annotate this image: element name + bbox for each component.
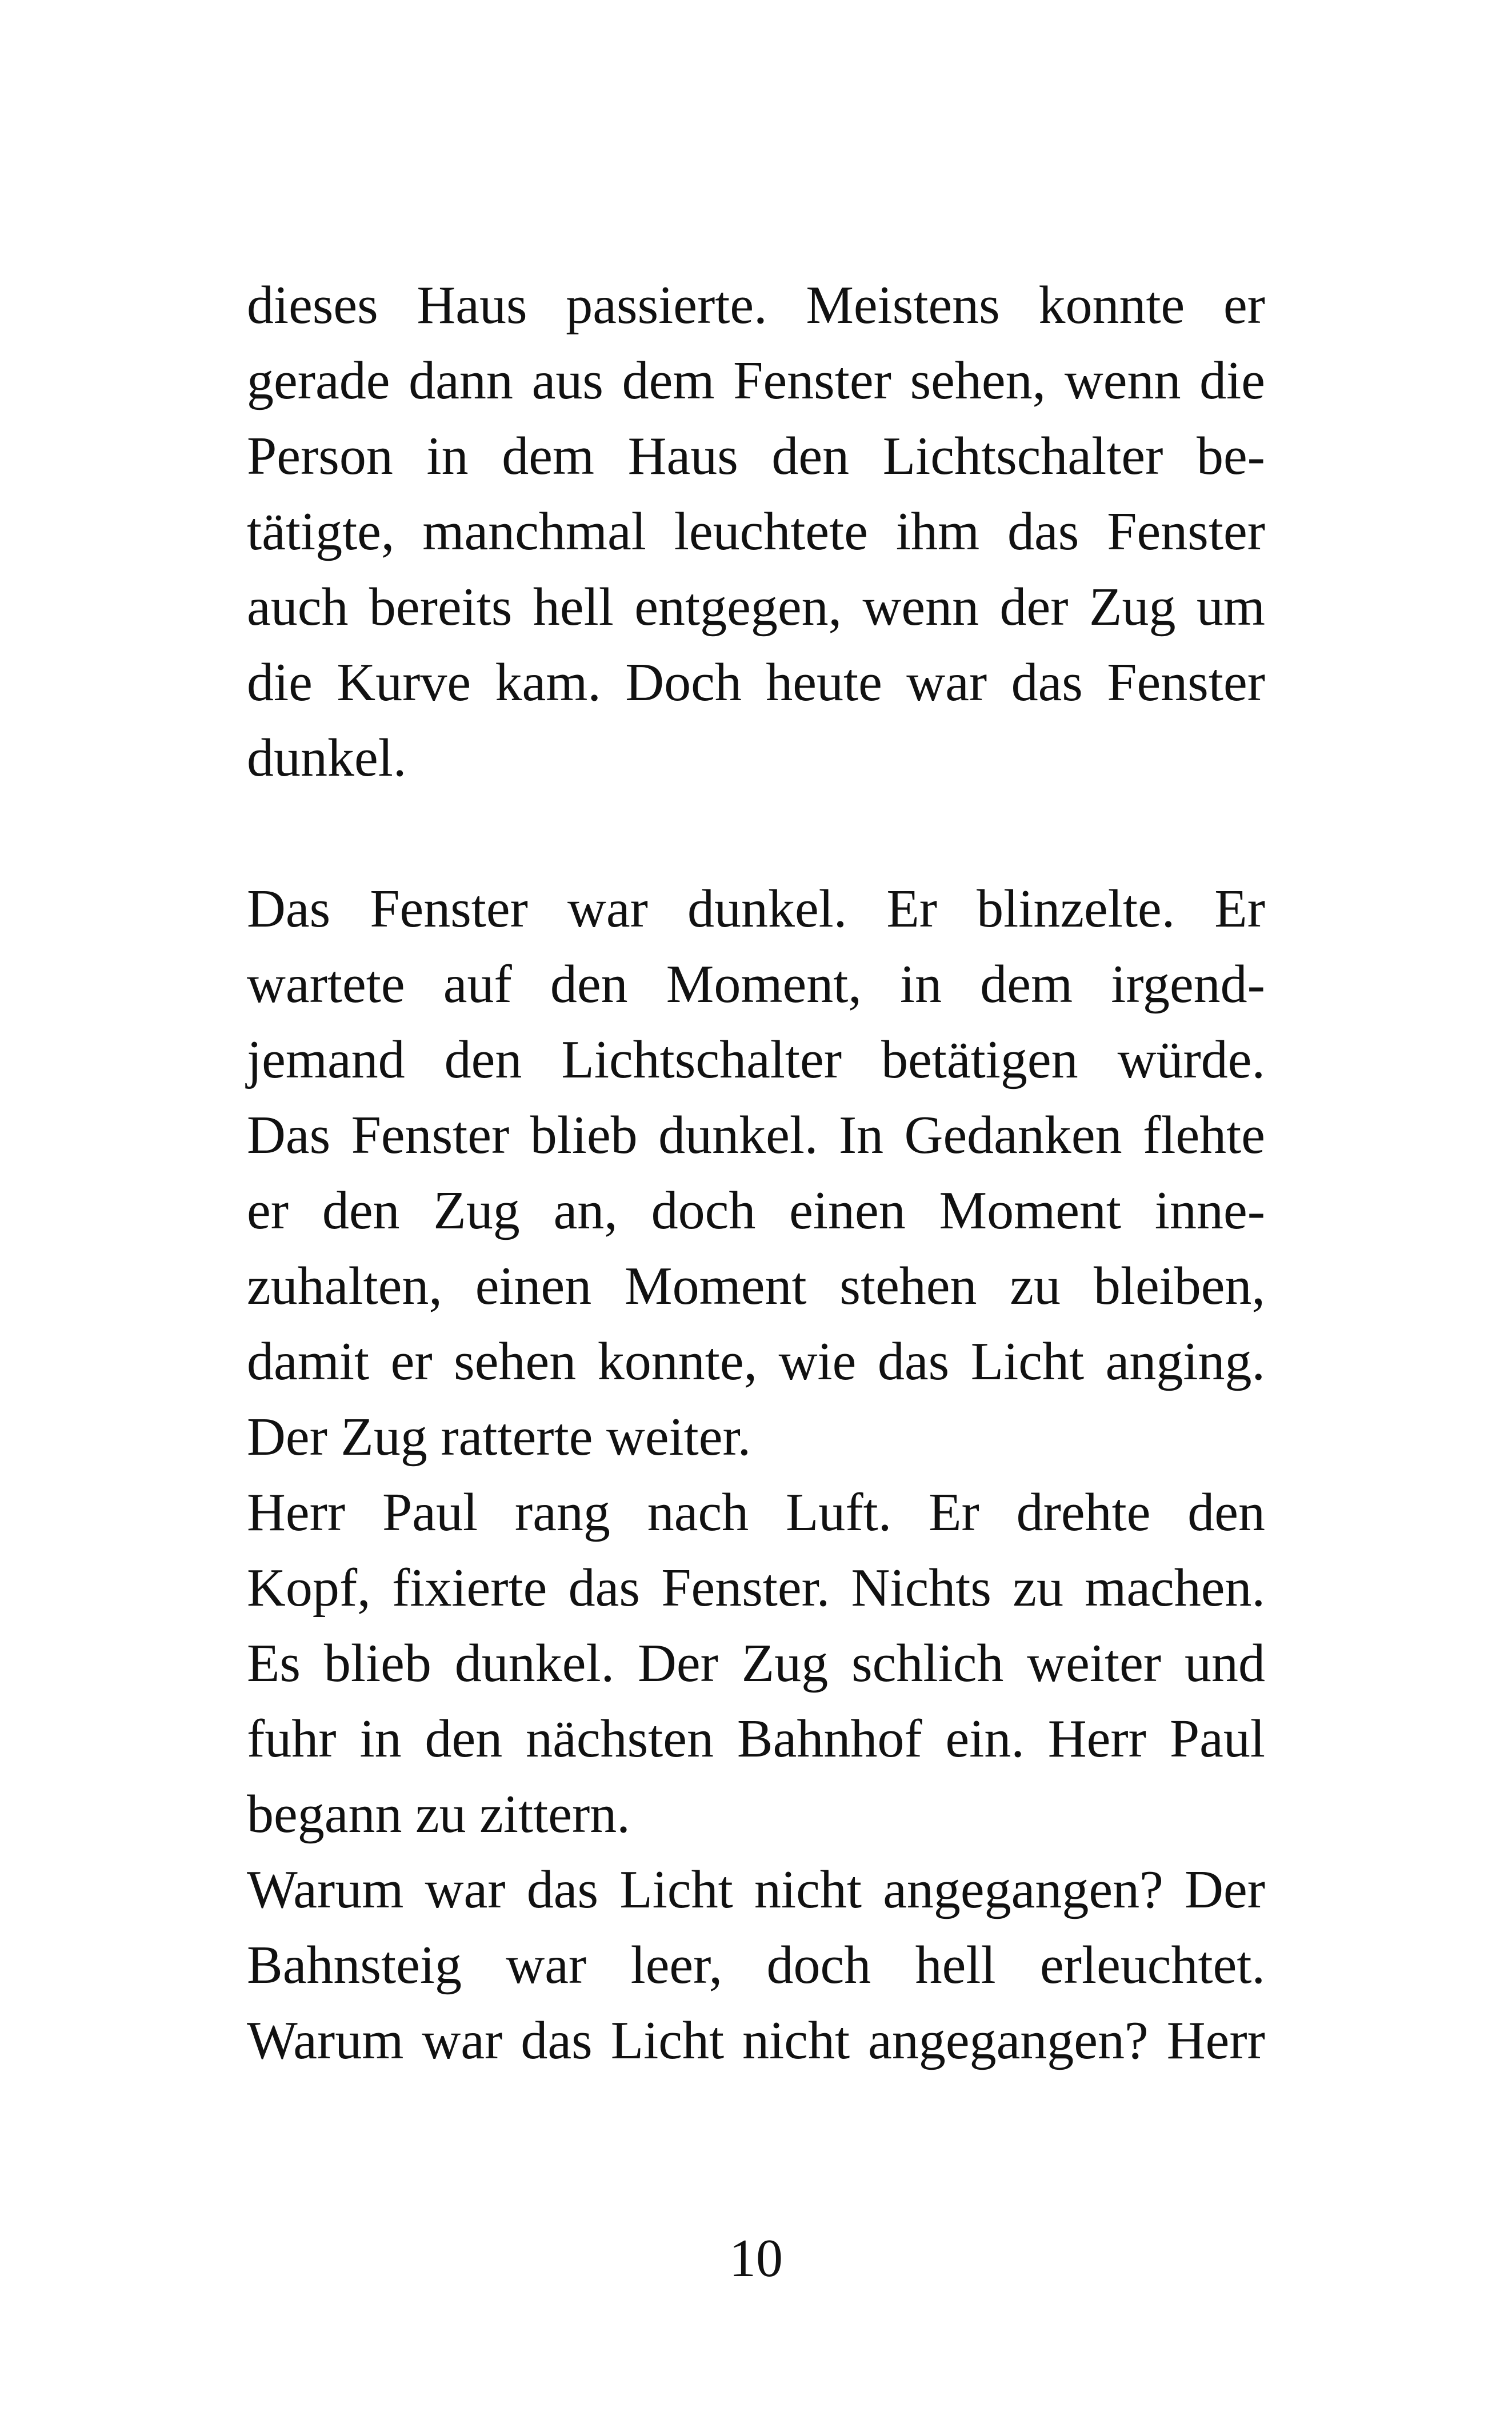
text-line: dunkel. [247,728,407,788]
text-line: Warum war das Licht nicht angegangen? Der [247,1860,1265,1919]
text-line: die Kurve kam. Doch heute war das Fenster [247,653,1265,712]
text-line: tätigte, manchmal leuchtete ihm das Fenster [247,502,1265,561]
text-line: damit er sehen konnte, wie das Licht anging. [247,1332,1265,1391]
text-line: gerade dann aus dem Fenster sehen, wenn die [247,351,1265,410]
text-line: Der Zug ratterte weiter. [247,1407,751,1467]
text-line: jemand den Lichtschalter betätigen würde. [247,1030,1265,1089]
text-line: dieses Haus passierte. Meistens konnte er [247,276,1265,335]
text-line: begann zu zittern. [247,1785,630,1844]
text-line: Bahnsteig war leer, doch hell erleuchtet. [247,1935,1265,1995]
text-line: Kopf, fixierte das Fenster. Nichts zu machen. [247,1558,1265,1618]
text-line: Das Fenster blieb dunkel. In Gedanken flehte [247,1105,1265,1165]
text-line: Warum war das Licht nicht angegangen? Herr [247,2011,1265,2070]
text-line: wartete auf den Moment, in dem irgend- [247,955,1265,1014]
text-line: Das Fenster war dunkel. Er blinzelte. Er [247,879,1265,939]
page-number: 10 [729,2229,783,2288]
text-line: Herr Paul rang nach Luft. Er drehte den [247,1483,1265,1542]
paragraph-break [247,796,1265,871]
text-line: Es blieb dunkel. Der Zug schlich weiter und [247,1634,1265,1693]
text-line: zuhalten, einen Moment stehen zu bleiben, [247,1256,1265,1316]
text-line: fuhr in den nächsten Bahnhof ein. Herr Paul [247,1709,1265,1769]
text-line: Person in dem Haus den Lichtschalter be- [247,426,1265,486]
page-body-text [247,268,1265,2078]
text-line: auch bereits hell entgegen, wenn der Zug um [247,577,1265,637]
text-line: er den Zug an, doch einen Moment inne- [247,1181,1265,1240]
